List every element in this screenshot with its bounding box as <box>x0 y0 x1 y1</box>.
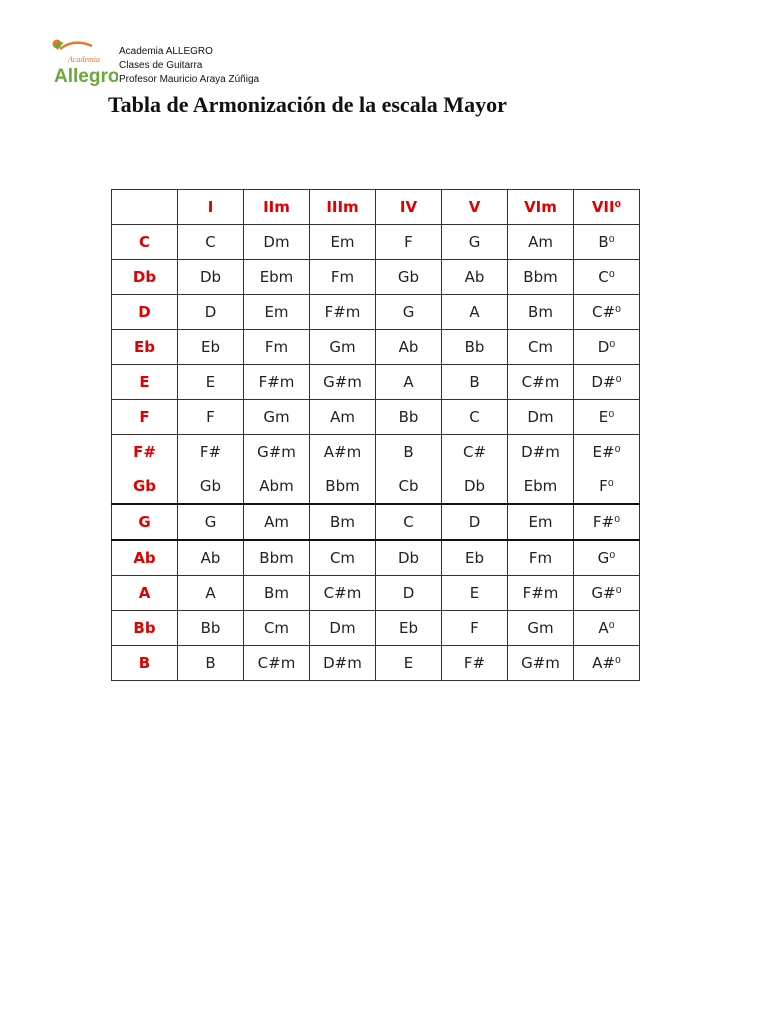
chord-cell: D#⁰ <box>574 365 640 400</box>
header-info <box>119 45 259 87</box>
degree-header-cell: IV <box>376 190 442 225</box>
chord-cell: F <box>376 225 442 260</box>
chord-cell: Eb <box>178 330 244 365</box>
allegro-logo-icon <box>48 36 118 92</box>
chord-cell: Bb <box>178 611 244 646</box>
chord-cell: C#m <box>310 576 376 611</box>
chord-cell: Em <box>508 504 574 540</box>
chord-cell: A <box>178 576 244 611</box>
chord-cell: Cb <box>376 469 442 504</box>
key-cell: F <box>112 400 178 435</box>
chord-cell: Cm <box>244 611 310 646</box>
chord-cell: Db <box>178 260 244 295</box>
chord-cell: Ab <box>442 260 508 295</box>
chord-cell: G <box>442 225 508 260</box>
chord-cell: Db <box>442 469 508 504</box>
chord-cell: Abm <box>244 469 310 504</box>
chord-cell: A#⁰ <box>574 646 640 681</box>
chord-cell: F# <box>178 435 244 470</box>
chord-cell: Bbm <box>310 469 376 504</box>
chord-cell: B <box>178 646 244 681</box>
chord-cell: Em <box>310 225 376 260</box>
chord-cell: A <box>442 295 508 330</box>
page-title: Tabla de Armonización de la escala Mayor <box>108 92 507 117</box>
chord-cell: F#m <box>310 295 376 330</box>
chord-cell: Eb <box>442 540 508 576</box>
chord-cell: Cm <box>508 330 574 365</box>
chord-cell: Fm <box>508 540 574 576</box>
chord-cell: E#⁰ <box>574 435 640 470</box>
key-cell: F# <box>112 435 178 470</box>
logo-script-text: Academia <box>68 55 100 64</box>
key-cell: Db <box>112 260 178 295</box>
table-header-row <box>112 190 640 225</box>
degree-header-cell: I <box>178 190 244 225</box>
chord-cell: F⁰ <box>574 469 640 504</box>
key-cell: D <box>112 295 178 330</box>
chord-cell: D <box>376 576 442 611</box>
table-row <box>112 260 640 295</box>
chord-cell: E <box>442 576 508 611</box>
chord-cell: Gm <box>508 611 574 646</box>
chord-cell: F#m <box>244 365 310 400</box>
table-row <box>112 225 640 260</box>
key-cell: G <box>112 504 178 540</box>
chord-cell: B⁰ <box>574 225 640 260</box>
key-cell: Ab <box>112 540 178 576</box>
chord-cell: Ebm <box>244 260 310 295</box>
degree-header-cell: VIm <box>508 190 574 225</box>
chord-cell: Eb <box>376 611 442 646</box>
logo-wordmark: Allegro <box>54 66 118 87</box>
chord-cell: A⁰ <box>574 611 640 646</box>
key-cell: Eb <box>112 330 178 365</box>
chord-cell: Bb <box>442 330 508 365</box>
chord-cell: G#m <box>508 646 574 681</box>
chord-cell: Em <box>244 295 310 330</box>
table-row <box>112 504 640 540</box>
chord-cell: G#m <box>310 365 376 400</box>
course-name: Clases de Guitarra <box>119 60 203 71</box>
key-cell: Bb <box>112 611 178 646</box>
chord-cell: G⁰ <box>574 540 640 576</box>
table-row <box>112 611 640 646</box>
chord-cell: Bb <box>376 400 442 435</box>
chord-cell: Bm <box>310 504 376 540</box>
chord-cell: Gb <box>376 260 442 295</box>
chord-cell: G <box>178 504 244 540</box>
chord-cell: C#m <box>244 646 310 681</box>
degree-header-cell: V <box>442 190 508 225</box>
chord-cell: C# <box>442 435 508 470</box>
table-row <box>112 646 640 681</box>
chord-cell: Bm <box>508 295 574 330</box>
chord-cell: F#⁰ <box>574 504 640 540</box>
chord-cell: Bm <box>244 576 310 611</box>
table-row <box>112 330 640 365</box>
chord-cell: C <box>178 225 244 260</box>
chord-cell: G#⁰ <box>574 576 640 611</box>
table-row <box>112 435 640 470</box>
table-row <box>112 469 640 504</box>
chord-cell: B <box>376 435 442 470</box>
chord-cell: Bbm <box>508 260 574 295</box>
chord-cell: Ab <box>376 330 442 365</box>
chord-cell: Cm <box>310 540 376 576</box>
chord-cell: Fm <box>310 260 376 295</box>
table-row <box>112 400 640 435</box>
chord-cell: E <box>178 365 244 400</box>
chord-cell: F# <box>442 646 508 681</box>
chord-cell: Am <box>310 400 376 435</box>
degree-header-cell: IIIm <box>310 190 376 225</box>
teacher-name: Profesor Mauricio Araya Zúñiga <box>119 74 260 85</box>
academy-logo <box>48 36 118 92</box>
key-cell: E <box>112 365 178 400</box>
key-cell: A <box>112 576 178 611</box>
chord-cell: G#m <box>244 435 310 470</box>
chord-cell: Am <box>244 504 310 540</box>
chord-cell: G <box>376 295 442 330</box>
table-row <box>112 365 640 400</box>
chord-cell: D <box>178 295 244 330</box>
chord-cell: C <box>442 400 508 435</box>
chord-cell: D <box>442 504 508 540</box>
chord-cell: Ebm <box>508 469 574 504</box>
chord-cell: F <box>442 611 508 646</box>
chord-cell: Dm <box>508 400 574 435</box>
key-cell: C <box>112 225 178 260</box>
chord-cell: D#m <box>310 646 376 681</box>
chord-cell: F#m <box>508 576 574 611</box>
table-row <box>112 295 640 330</box>
chord-cell: D⁰ <box>574 330 640 365</box>
chord-cell: Fm <box>244 330 310 365</box>
key-cell: B <box>112 646 178 681</box>
chord-cell: Dm <box>310 611 376 646</box>
chord-cell: Gm <box>310 330 376 365</box>
chord-cell: A#m <box>310 435 376 470</box>
chord-cell: C <box>376 504 442 540</box>
chord-cell: Dm <box>244 225 310 260</box>
chord-cell: Db <box>376 540 442 576</box>
chord-cell: Ab <box>178 540 244 576</box>
chord-cell: Am <box>508 225 574 260</box>
chord-cell: E <box>376 646 442 681</box>
chord-cell: B <box>442 365 508 400</box>
chord-cell: Gm <box>244 400 310 435</box>
header-corner-cell <box>112 190 178 225</box>
degree-header-cell: VII⁰ <box>574 190 640 225</box>
table-row <box>112 540 640 576</box>
chord-cell: F <box>178 400 244 435</box>
academy-name: Academia ALLEGRO <box>119 46 213 57</box>
chord-cell: Gb <box>178 469 244 504</box>
degree-header-cell: IIm <box>244 190 310 225</box>
table-row <box>112 576 640 611</box>
key-cell: Gb <box>112 469 178 504</box>
harmonization-table <box>111 189 640 681</box>
chord-cell: C⁰ <box>574 260 640 295</box>
chord-cell: Bbm <box>244 540 310 576</box>
chord-cell: C#m <box>508 365 574 400</box>
chord-cell: D#m <box>508 435 574 470</box>
chord-cell: A <box>376 365 442 400</box>
chord-cell: C#⁰ <box>574 295 640 330</box>
chord-cell: E⁰ <box>574 400 640 435</box>
